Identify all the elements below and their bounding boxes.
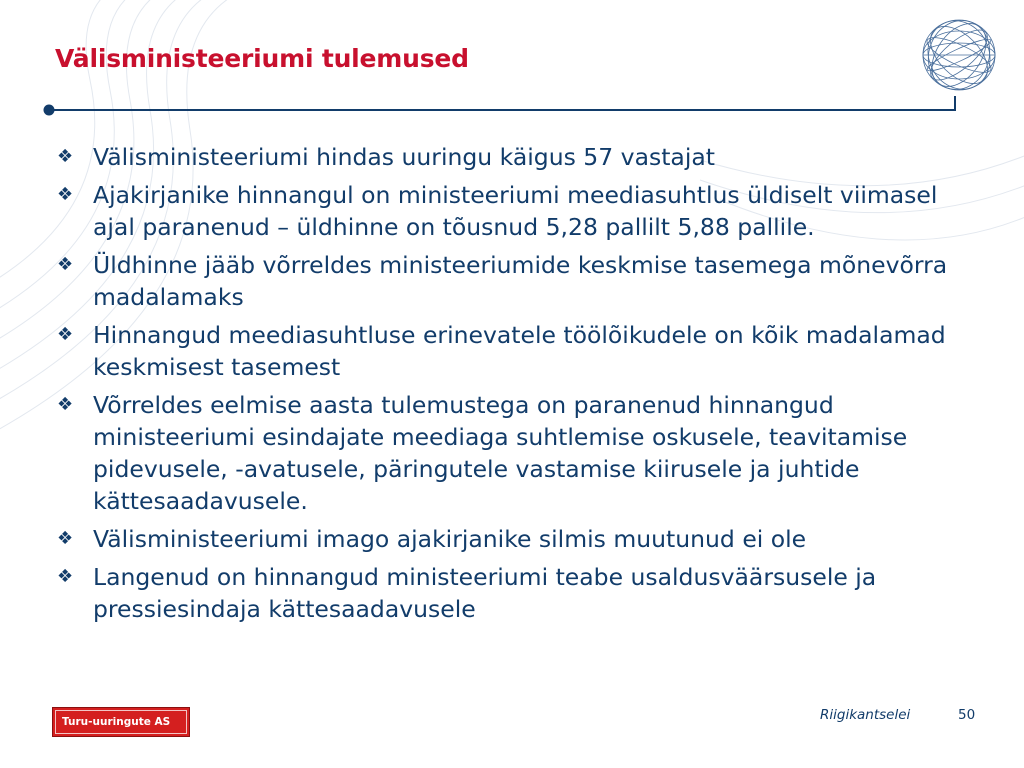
bullet-text: Üldhinne jääb võrreldes ministeeriumide keskmise tasemega mõnevõrra madalamaks	[93, 251, 948, 311]
bullet-diamond-icon: ❖	[57, 146, 74, 167]
bullet-list	[57, 141, 977, 631]
list-item	[57, 249, 977, 313]
bullet-text: Hinnangud meediasuhtluse erinevatele töölõikudele on kõik madalamad keskmisest tasemest	[93, 321, 946, 381]
bullet-text: Välisministeeriumi imago ajakirjanike silmis muutunud ei ole	[93, 525, 807, 553]
bullet-text: Langenud on hinnangud ministeeriumi teabe usaldusväärsusele ja pressiesindaja kättesaadavusele	[93, 563, 877, 623]
footer-organization: Riigikantselei	[820, 707, 911, 723]
list-item	[57, 319, 977, 383]
list-item	[57, 389, 977, 517]
divider-left-dot	[44, 105, 55, 116]
bullet-text: Välisministeeriumi hindas uuringu käigus 57 vastajat	[93, 143, 715, 171]
list-item	[57, 561, 977, 625]
bullet-diamond-icon: ❖	[57, 254, 74, 275]
list-item	[57, 179, 977, 243]
slide-title: Välisministeeriumi tulemused	[55, 44, 469, 73]
footer-logo-text: Turu-uuringute AS	[55, 710, 187, 734]
bullet-diamond-icon: ❖	[57, 566, 74, 587]
list-item	[57, 141, 977, 173]
list-item	[57, 523, 977, 555]
bullet-text: Võrreldes eelmise aasta tulemustega on paranenud hinnangud ministeeriumi esindajate meediaga suhtlemise oskusele, teavitamise pidevusele, -avatusele, päringutele vastamise kiirusele ja juhtide kättesaadavusele.	[93, 391, 908, 515]
bullet-diamond-icon: ❖	[57, 394, 74, 415]
page-number: 50	[958, 707, 976, 723]
turu-uuringute-logo	[52, 707, 190, 737]
bullet-diamond-icon: ❖	[57, 184, 74, 205]
bullet-diamond-icon: ❖	[57, 528, 74, 549]
bullet-diamond-icon: ❖	[57, 324, 74, 345]
globe-logo-icon	[918, 14, 1000, 96]
bullet-text: Ajakirjanike hinnangul on ministeeriumi meediasuhtlus üldiselt viimasel ajal paranenud – üldhinne on tõusnud 5,28 pallilt 5,88 pallile.	[93, 181, 938, 241]
